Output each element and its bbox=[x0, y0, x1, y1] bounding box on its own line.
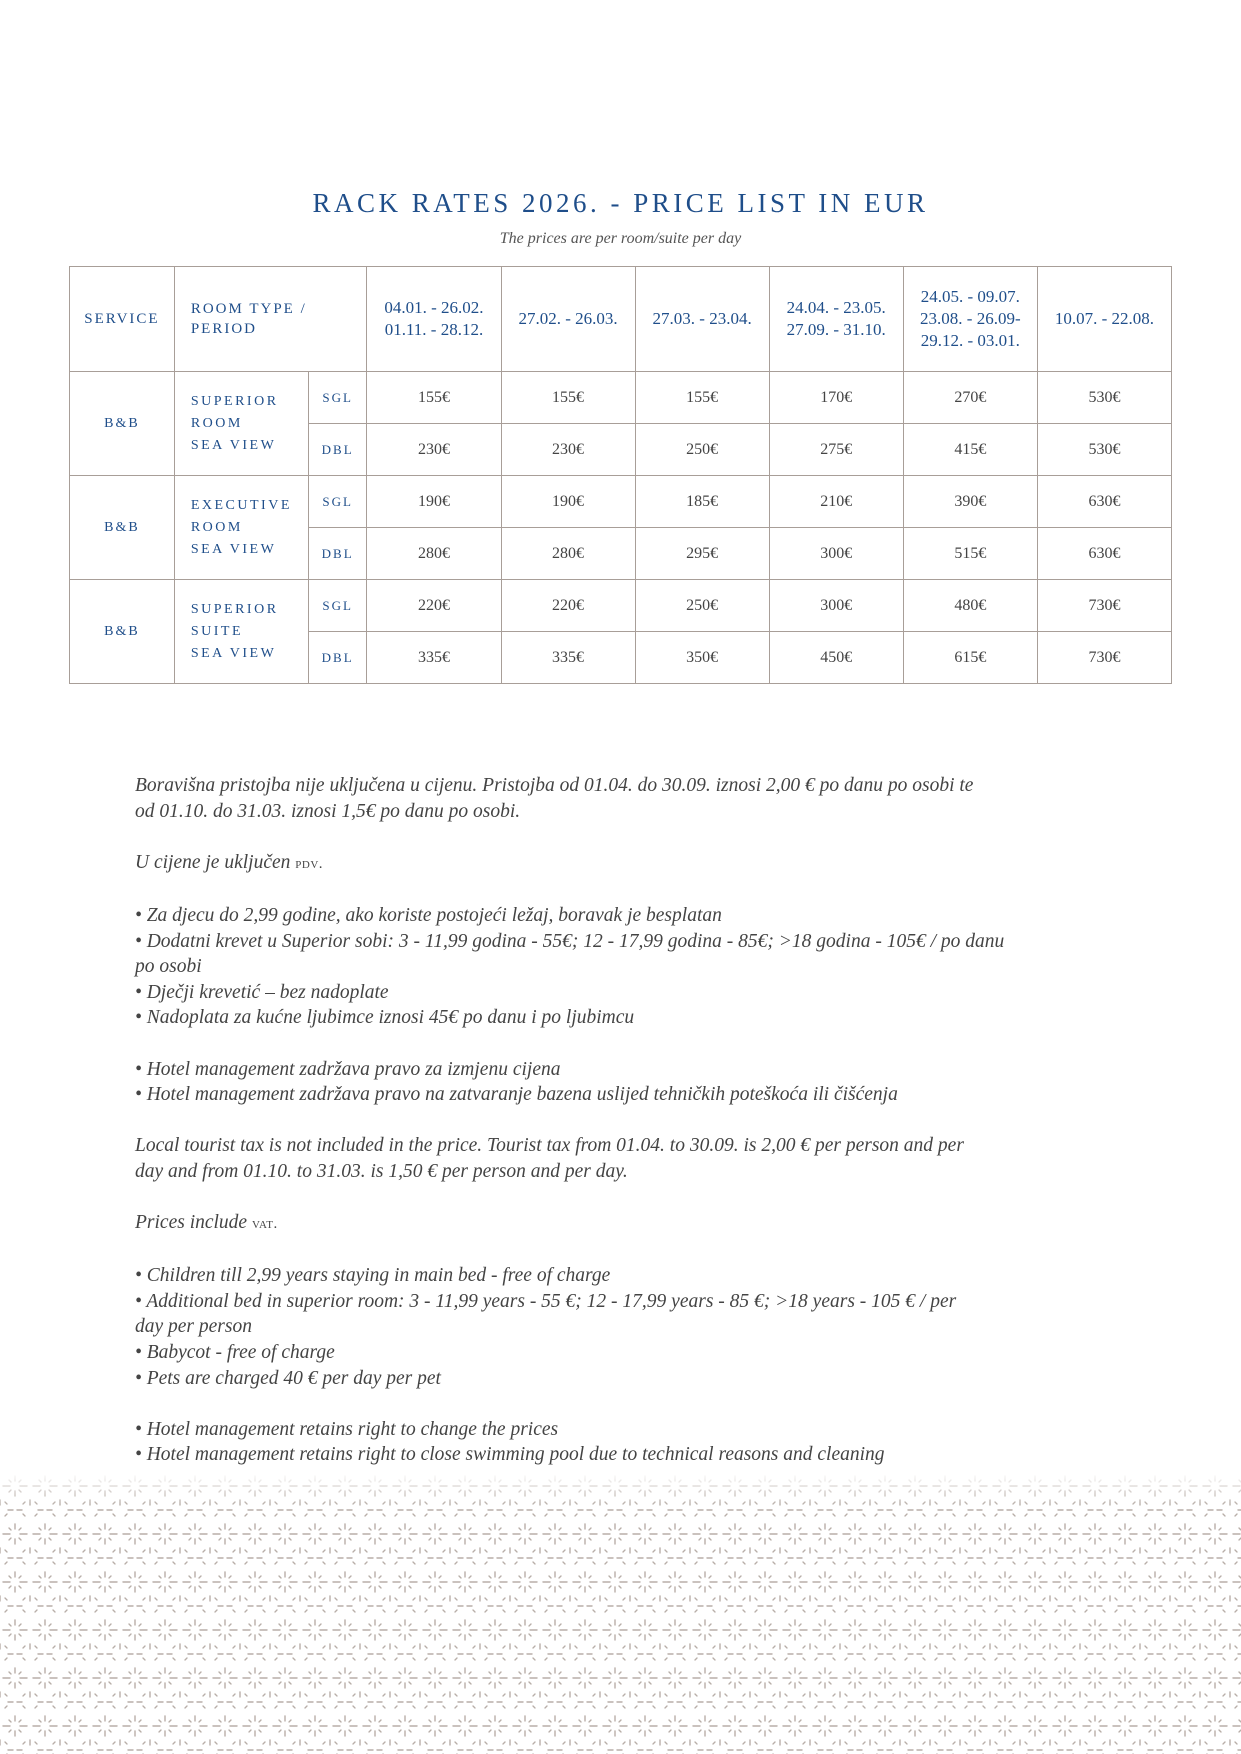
bullet-en: • Pets are charged 40 € per day per pet bbox=[135, 1367, 441, 1389]
bullet-hr: • Za djecu do 2,99 godine, ako koriste postojeći ležaj, boravak je besplatan bbox=[135, 904, 722, 926]
room-type-line: ROOM bbox=[190, 519, 243, 535]
price-cell: 275€ bbox=[769, 424, 903, 476]
vat-abbr: pdv. bbox=[295, 855, 324, 872]
bullet-en: day per person bbox=[135, 1316, 252, 1338]
service-cell: B&B bbox=[70, 580, 175, 684]
bullet-hr: • Dječji krevetić – bez nadoplate bbox=[135, 981, 389, 1003]
price-cell: 300€ bbox=[769, 580, 903, 632]
price-cell: 480€ bbox=[903, 580, 1037, 632]
period-line: 23.08. - 26.09- bbox=[920, 309, 1021, 328]
price-cell: 280€ bbox=[367, 528, 501, 580]
notes-section bbox=[135, 773, 1095, 1468]
header-room-type bbox=[174, 267, 367, 372]
period-line: 04.01. - 26.02. bbox=[384, 298, 484, 317]
bullet-hr: • Dodatni krevet u Superior sobi: 3 - 11,99 godina - 55€; 12 - 17,99 godina - 85€; >18 godina - 105€ / po danu bbox=[135, 930, 1005, 952]
price-cell: 630€ bbox=[1037, 528, 1171, 580]
header-period-3 bbox=[635, 267, 769, 372]
tax-note-hr-line2: od 01.10. do 31.03. iznosi 1,5€ po danu po osobi. bbox=[135, 800, 521, 822]
price-cell: 185€ bbox=[635, 476, 769, 528]
header-period-2 bbox=[501, 267, 635, 372]
tax-note-hr-line1: Boravišna pristojba nije uključena u cijenu. Pristojba od 01.04. do 30.09. iznosi 2,00 € po danu po osobi te bbox=[135, 775, 974, 796]
price-cell: 630€ bbox=[1037, 476, 1171, 528]
period-line: 27.03. - 23.04. bbox=[652, 309, 752, 328]
price-cell: 300€ bbox=[769, 528, 903, 580]
bullet-hr: po osobi bbox=[135, 956, 202, 978]
header-room-type-line2: PERIOD bbox=[190, 321, 258, 337]
bullet-en: • Children till 2,99 years staying in main bed - free of charge bbox=[135, 1265, 611, 1287]
price-cell: 250€ bbox=[635, 424, 769, 476]
period-line: 01.11. - 28.12. bbox=[384, 320, 484, 339]
decorative-pattern bbox=[0, 1472, 1241, 1754]
vat-note-en bbox=[135, 1210, 1095, 1238]
vat-note-text: U cijene je uključen bbox=[135, 851, 296, 873]
header-period-6 bbox=[1037, 267, 1171, 372]
table-header-row bbox=[70, 267, 1172, 372]
occupancy-cell: SGL bbox=[308, 372, 366, 424]
table-row bbox=[70, 372, 1172, 424]
service-cell: B&B bbox=[70, 372, 175, 476]
price-cell: 230€ bbox=[367, 424, 501, 476]
price-cell: 615€ bbox=[903, 632, 1037, 684]
price-cell: 730€ bbox=[1037, 580, 1171, 632]
occupancy-cell: DBL bbox=[308, 528, 366, 580]
bullet-en: • Additional bed in superior room: 3 - 11,99 years - 55 €; 12 - 17,99 years - 85 €; >18 years - 105 € / per bbox=[135, 1290, 957, 1312]
header-service: SERVICE bbox=[70, 267, 175, 372]
room-type-line: SUPERIOR bbox=[190, 601, 279, 617]
price-cell: 730€ bbox=[1037, 632, 1171, 684]
price-cell: 230€ bbox=[501, 424, 635, 476]
service-cell: B&B bbox=[70, 476, 175, 580]
header-period-4 bbox=[769, 267, 903, 372]
price-cell: 390€ bbox=[903, 476, 1037, 528]
price-cell: 295€ bbox=[635, 528, 769, 580]
vat-note-hr bbox=[135, 850, 1095, 878]
price-cell: 450€ bbox=[769, 632, 903, 684]
page-title: RACK RATES 2026. - PRICE LIST IN EUR bbox=[312, 188, 929, 218]
bullet-hr: • Hotel management zadržava pravo na zatvaranje bazena uslijed tehničkih poteškoća ili čišćenja bbox=[135, 1084, 898, 1106]
vat-abbr: vat. bbox=[251, 1216, 278, 1233]
room-type-cell bbox=[174, 476, 308, 580]
price-cell: 220€ bbox=[367, 580, 501, 632]
room-type-line: SUPERIOR bbox=[190, 393, 279, 409]
room-type-line: SEA VIEW bbox=[190, 645, 277, 661]
period-line: 24.05. - 09.07. bbox=[920, 287, 1020, 306]
price-cell: 350€ bbox=[635, 632, 769, 684]
page-subtitle: The prices are per room/suite per day bbox=[499, 230, 742, 247]
period-line: 10.07. - 22.08. bbox=[1054, 309, 1155, 328]
price-cell: 515€ bbox=[903, 528, 1037, 580]
price-cell: 220€ bbox=[501, 580, 635, 632]
period-line: 24.04. - 23.05. bbox=[786, 298, 886, 317]
price-cell: 155€ bbox=[501, 372, 635, 424]
room-type-line: SUITE bbox=[190, 623, 244, 639]
price-cell: 530€ bbox=[1037, 424, 1171, 476]
header-period-1 bbox=[367, 267, 501, 372]
table-row bbox=[70, 580, 1172, 632]
price-cell: 155€ bbox=[635, 372, 769, 424]
table-row bbox=[70, 476, 1172, 528]
bullet-en: • Babycot - free of charge bbox=[135, 1342, 335, 1364]
period-line: 27.09. - 31.10. bbox=[786, 320, 886, 339]
tax-note-en-line2: day and from 01.10. to 31.03. is 1,50 € per person and per day. bbox=[135, 1160, 628, 1182]
vat-note-text: Prices include bbox=[135, 1212, 252, 1234]
bullet-en: • Hotel management retains right to change the prices bbox=[135, 1418, 559, 1440]
price-cell: 280€ bbox=[501, 528, 635, 580]
tax-note-en-line1: Local tourist tax is not included in the price. Tourist tax from 01.04. to 30.09. is 2,00 € per person and per bbox=[135, 1135, 964, 1157]
rates-table bbox=[69, 266, 1172, 684]
header-period-5 bbox=[903, 267, 1037, 372]
room-type-line: SEA VIEW bbox=[190, 437, 277, 453]
bullet-hr: • Nadoplata za kućne ljubimce iznosi 45€ po danu i po ljubimcu bbox=[135, 1007, 635, 1029]
price-cell: 530€ bbox=[1037, 372, 1171, 424]
price-cell: 210€ bbox=[769, 476, 903, 528]
price-cell: 155€ bbox=[367, 372, 501, 424]
period-line: 27.02. - 26.03. bbox=[518, 309, 618, 328]
header-room-type-line1: ROOM TYPE / bbox=[190, 301, 307, 317]
room-type-cell bbox=[174, 580, 308, 684]
room-type-line: EXECUTIVE bbox=[190, 497, 292, 513]
price-cell: 415€ bbox=[903, 424, 1037, 476]
occupancy-cell: DBL bbox=[308, 632, 366, 684]
price-cell: 335€ bbox=[367, 632, 501, 684]
room-type-cell bbox=[174, 372, 308, 476]
price-cell: 270€ bbox=[903, 372, 1037, 424]
bullet-en: • Hotel management retains right to close swimming pool due to technical reasons and cleaning bbox=[135, 1444, 885, 1466]
bullet-hr: • Hotel management zadržava pravo za izmjenu cijena bbox=[135, 1058, 561, 1080]
room-type-line: ROOM bbox=[190, 415, 243, 431]
occupancy-cell: SGL bbox=[308, 476, 366, 528]
occupancy-cell: SGL bbox=[308, 580, 366, 632]
price-cell: 250€ bbox=[635, 580, 769, 632]
price-cell: 190€ bbox=[367, 476, 501, 528]
price-cell: 335€ bbox=[501, 632, 635, 684]
room-type-line: SEA VIEW bbox=[190, 541, 277, 557]
price-cell: 190€ bbox=[501, 476, 635, 528]
period-line: 29.12. - 03.01. bbox=[920, 331, 1020, 350]
price-cell: 170€ bbox=[769, 372, 903, 424]
occupancy-cell: DBL bbox=[308, 424, 366, 476]
